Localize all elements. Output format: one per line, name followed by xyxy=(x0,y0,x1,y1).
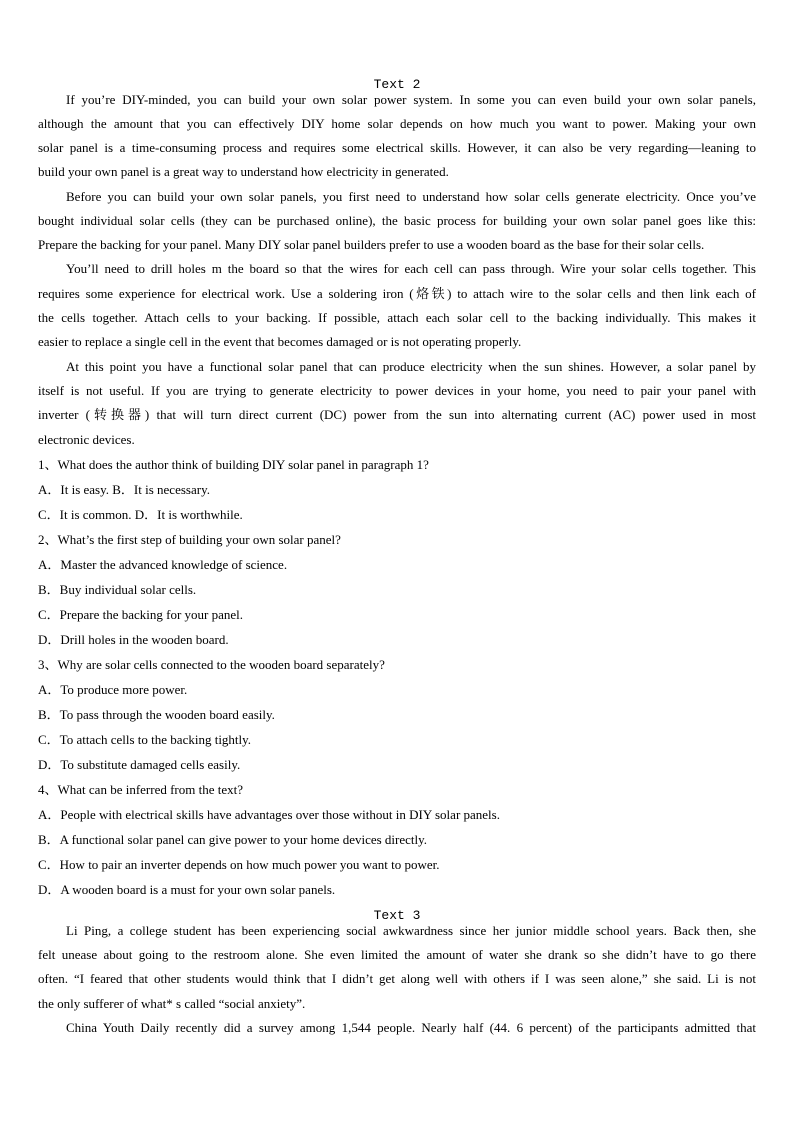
answer-option: B．A functional solar panel can give power to your home devices directly. xyxy=(38,832,428,847)
paragraph-line: itself is not useful. If you are trying to generate electricity to power devices in your home, you need to pair your panel with xyxy=(38,383,756,398)
paragraph-line: Before you can build your own solar panels, you first need to understand how solar cells generate electricity. Once you’ve xyxy=(66,189,756,204)
paragraph-line: the cells together. Attach cells to your backing. If possible, attach each solar cell to the backing individually. This makes it xyxy=(38,310,756,325)
paragraph-line: You’ll need to drill holes m the board so that the wires for each cell can pass through. Wire your solar cells together. This xyxy=(66,261,756,276)
paragraph-line: If you’re DIY-minded, you can build your own solar power system. In some you can even build your own solar panels, xyxy=(66,92,756,107)
question-stem: 4、What can be inferred from the text? xyxy=(38,782,244,797)
section-title: Text 3 xyxy=(373,908,421,923)
answer-option: C．It is common. D．It is worthwhile. xyxy=(38,507,243,522)
question-stem: 3、Why are solar cells connected to the wooden board separately? xyxy=(38,657,385,672)
answer-option: D．A wooden board is a must for your own solar panels. xyxy=(38,882,336,897)
paragraph-line: solar panel is a time-consuming process and requires some electrical skills. However, it can also be very regarding—leaning to xyxy=(38,140,756,155)
answer-option: A．It is easy. B．It is necessary. xyxy=(38,482,210,497)
question-stem: 1、What does the author think of building DIY solar panel in paragraph 1? xyxy=(38,457,429,472)
section-title: Text 2 xyxy=(373,77,421,92)
paragraph-line: felt unease about going to the restroom alone. She even limited the amount of water she drank so she didn’t have to go there xyxy=(38,947,756,962)
answer-option: A．Master the advanced knowledge of science. xyxy=(38,557,288,572)
paragraph-line: electronic devices. xyxy=(38,432,135,447)
question-stem: 2、What’s the first step of building your own solar panel? xyxy=(38,532,341,547)
paragraph-line: the only sufferer of what* s called “social anxiety”. xyxy=(38,996,306,1011)
paragraph-line: easier to replace a single cell in the event that becomes damaged or is not operating properly. xyxy=(38,334,522,349)
answer-option: B．Buy individual solar cells. xyxy=(38,582,197,597)
answer-option: D．To substitute damaged cells easily. xyxy=(38,757,241,772)
answer-option: B．To pass through the wooden board easily. xyxy=(38,707,275,722)
answer-option: A．People with electrical skills have advantages over those without in DIY solar panels. xyxy=(38,807,500,822)
answer-option: C．To attach cells to the backing tightly. xyxy=(38,732,252,747)
answer-option: C．Prepare the backing for your panel. xyxy=(38,607,244,622)
paragraph-line: bought individual solar cells (they can be purchased online), the basic process for building your own solar panel goes like this: xyxy=(38,213,756,228)
answer-option: D．Drill holes in the wooden board. xyxy=(38,632,229,647)
paragraph-line: Prepare the backing for your panel. Many DIY solar panel builders prefer to use a wooden board as the base for their solar cells. xyxy=(38,237,705,252)
paragraph-line: Li Ping, a college student has been experiencing social awkwardness since her junior middle school years. Back then, she xyxy=(66,923,756,938)
paragraph-line: China Youth Daily recently did a survey among 1,544 people. Nearly half (44. 6 percent) of the participants admitted that xyxy=(66,1020,756,1035)
paragraph-line: At this point you have a functional solar panel that can produce electricity when the sun shines. However, a solar panel by xyxy=(66,359,756,374)
paragraph-line: although the amount that you can effectively DIY home solar depends on how much you want to power. Making your own xyxy=(38,116,756,131)
paragraph-line: often. “I feared that other students would think that I didn’t get along well with others if I was seen alone,” she said. Li is not xyxy=(38,971,756,986)
paragraph-line: build your own panel is a great way to understand how electricity in generated. xyxy=(38,164,449,179)
answer-option: A．To produce more power. xyxy=(38,682,188,697)
paragraph-line: requires some experience for electrical work. Use a soldering iron (烙铁) to attach wire to the solar cells and then link each of xyxy=(38,286,756,301)
answer-option: C．How to pair an inverter depends on how much power you want to power. xyxy=(38,857,440,872)
paragraph-line: inverter (转换器) that will turn direct current (DC) power from the sun into alternating current (AC) power used in most xyxy=(38,407,756,422)
